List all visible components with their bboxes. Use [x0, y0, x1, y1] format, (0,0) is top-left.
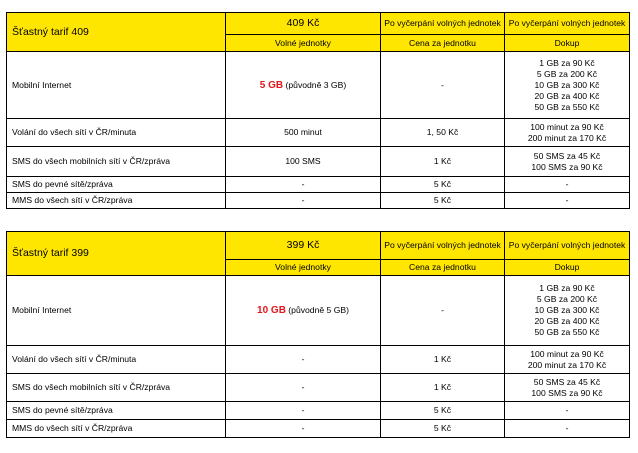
- table-row: [7, 402, 630, 420]
- topup-option: 20 GB za 400 Kč: [534, 316, 600, 326]
- unit-price: 5 Kč: [381, 402, 505, 420]
- topup-cell: [505, 119, 630, 147]
- topup-option: 100 SMS za 90 Kč: [531, 161, 603, 172]
- topup-option: 50 SMS za 45 Kč: [533, 150, 601, 161]
- topup-cell: [505, 147, 630, 177]
- free-units-highlight: 10 GB: [257, 305, 286, 316]
- free-units: -: [226, 193, 381, 209]
- tariff-409-table: [6, 12, 630, 209]
- topup-option: 100 minut za 90 Kč: [530, 348, 604, 359]
- topup-option: 20 GB za 400 Kč: [534, 90, 600, 101]
- tariff-price: 399 Kč: [226, 232, 381, 260]
- free-units-highlight: 5 GB: [259, 79, 284, 91]
- free-units-note: (původně 5 GB): [285, 305, 349, 315]
- service-name: MMS do všech sítí v ČR/zpráva: [7, 420, 226, 438]
- topup-option: 100 minut za 90 Kč: [530, 121, 604, 132]
- table-row: [7, 147, 630, 177]
- topup-option: -: [505, 402, 630, 420]
- col-header-unit-price: Cena za jednotku: [381, 260, 505, 276]
- table-row: [7, 374, 630, 402]
- topup-option: 50 GB za 550 Kč: [534, 101, 600, 112]
- service-name: MMS do všech sítí v ČR/zpráva: [7, 193, 226, 209]
- topup-option: 100 SMS za 90 Kč: [531, 387, 603, 398]
- table-row: [7, 420, 630, 438]
- col-header-free-units: Volné jednotky: [226, 260, 381, 276]
- free-units-note: (původně 3 GB): [283, 79, 347, 90]
- topup-option: 50 GB za 550 Kč: [534, 327, 600, 337]
- service-name: SMS do všech mobilních sítí v ČR/zpráva: [7, 147, 226, 177]
- col-header-after-topup: Po vyčerpání volných jednotek: [505, 232, 630, 260]
- service-name: Mobilní Internet: [7, 276, 226, 346]
- col-header-after-unit-price: Po vyčerpání volných jednotek: [381, 232, 505, 260]
- table-row: [7, 52, 630, 119]
- unit-price: 5 Kč: [381, 193, 505, 209]
- free-units: 100 SMS: [226, 147, 381, 177]
- col-header-topup: Dokup: [505, 260, 630, 276]
- table-row: [7, 193, 630, 209]
- table-row: [7, 119, 630, 147]
- service-name: Mobilní Internet: [7, 52, 226, 119]
- topup-option: -: [505, 420, 630, 438]
- col-header-after-topup: Po vyčerpání volných jednotek: [505, 13, 630, 35]
- topup-option: 200 minut za 170 Kč: [527, 132, 607, 143]
- topup-option: -: [505, 193, 630, 209]
- col-header-topup: Dokup: [505, 35, 630, 52]
- unit-price: 1 Kč: [381, 147, 505, 177]
- topup-option: 10 GB za 300 Kč: [534, 79, 600, 90]
- unit-price: 1 Kč: [381, 374, 505, 402]
- tariff-399-table: [6, 231, 630, 438]
- unit-price: 1 Kč: [381, 346, 505, 374]
- service-name: SMS do všech mobilních sítí v ČR/zpráva: [7, 374, 226, 402]
- unit-price: 5 Kč: [381, 177, 505, 193]
- free-units: -: [226, 177, 381, 193]
- topup-option: 50 SMS za 45 Kč: [533, 376, 601, 387]
- tariff-name: Šťastný tarif 409: [7, 13, 226, 52]
- unit-price: -: [381, 276, 505, 346]
- topup-cell: [505, 52, 630, 119]
- col-header-unit-price: Cena za jednotku: [381, 35, 505, 52]
- topup-option: 5 GB za 200 Kč: [536, 294, 598, 304]
- free-units: -: [226, 346, 381, 374]
- tariff-name: Šťastný tarif 399: [7, 232, 226, 276]
- table-row: [7, 346, 630, 374]
- service-name: Volání do všech sítí v ČR/minuta: [7, 346, 226, 374]
- unit-price: 1, 50 Kč: [381, 119, 505, 147]
- topup-option: 10 GB za 300 Kč: [534, 305, 600, 315]
- unit-price: 5 Kč: [381, 420, 505, 438]
- topup-option: 5 GB za 200 Kč: [536, 68, 598, 79]
- free-units-cell: [226, 52, 381, 119]
- topup-option: 1 GB za 90 Kč: [539, 283, 595, 293]
- unit-price: -: [381, 52, 505, 119]
- service-name: Volání do všech sítí v ČR/minuta: [7, 119, 226, 147]
- topup-option: -: [505, 177, 630, 193]
- topup-cell: [505, 374, 630, 402]
- service-name: SMS do pevné sítě/zpráva: [7, 177, 226, 193]
- free-units-cell: [226, 276, 381, 346]
- topup-cell: [505, 346, 630, 374]
- tariff-price: 409 Kč: [226, 13, 381, 35]
- free-units: -: [226, 420, 381, 438]
- topup-option: 1 GB za 90 Kč: [539, 57, 595, 68]
- col-header-after-unit-price: Po vyčerpání volných jednotek: [381, 13, 505, 35]
- table-row: [7, 276, 630, 346]
- service-name: SMS do pevné sítě/zpráva: [7, 402, 226, 420]
- table-row: [7, 177, 630, 193]
- topup-option: 200 minut za 170 Kč: [527, 359, 607, 370]
- free-units: -: [226, 402, 381, 420]
- col-header-free-units: Volné jednotky: [226, 35, 381, 52]
- free-units: -: [226, 374, 381, 402]
- free-units: 500 minut: [226, 119, 381, 147]
- topup-cell: [505, 276, 630, 346]
